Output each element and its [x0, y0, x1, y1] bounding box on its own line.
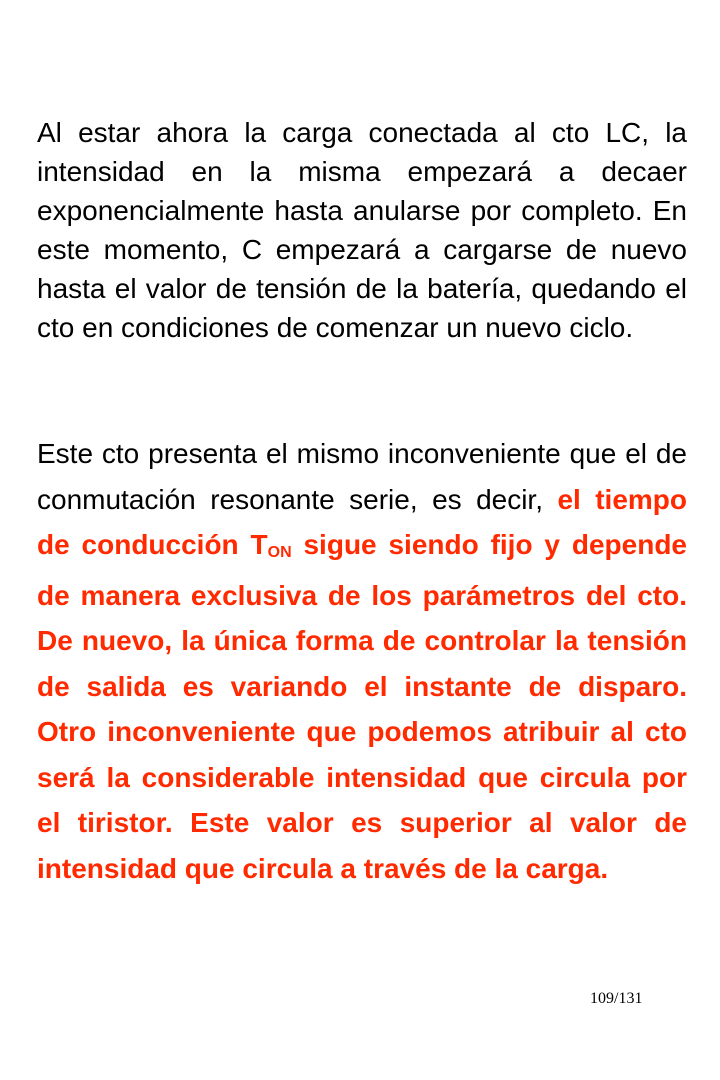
page-number: 109/131 [590, 990, 643, 1007]
highlight-part-2: sigue siendo fijo y depende de manera exclusiva de los parámetros del cto. De nuevo, la única forma de controlar la tensión de salida es variando el instante de disparo. Otro inconveniente que podemos atribuir al cto será la considerable intensidad que circula por el tiristor. Este valor es superior al valor de intensidad que circula a través de la carga. [37, 529, 687, 884]
subscript-on: ON [267, 544, 292, 561]
paragraph-1: Al estar ahora la carga conectada al cto LC, la intensidad en la misma empezará a decaer exponencialmente hasta anularse por completo. En este momento, C empezará a cargarse de nuevo hasta el valor de tensión de la batería, quedando el cto en condiciones de comenzar un nuevo ciclo. [37, 117, 687, 343]
paragraph-2-intro: Este cto presenta el mismo inconveniente que el de conmutación resonante serie, es decir, [37, 438, 687, 515]
highlight-part-1: el tiempo de conducción T [37, 483, 688, 560]
paragraph-2 [37, 431, 687, 891]
highlighted-text [37, 484, 687, 884]
